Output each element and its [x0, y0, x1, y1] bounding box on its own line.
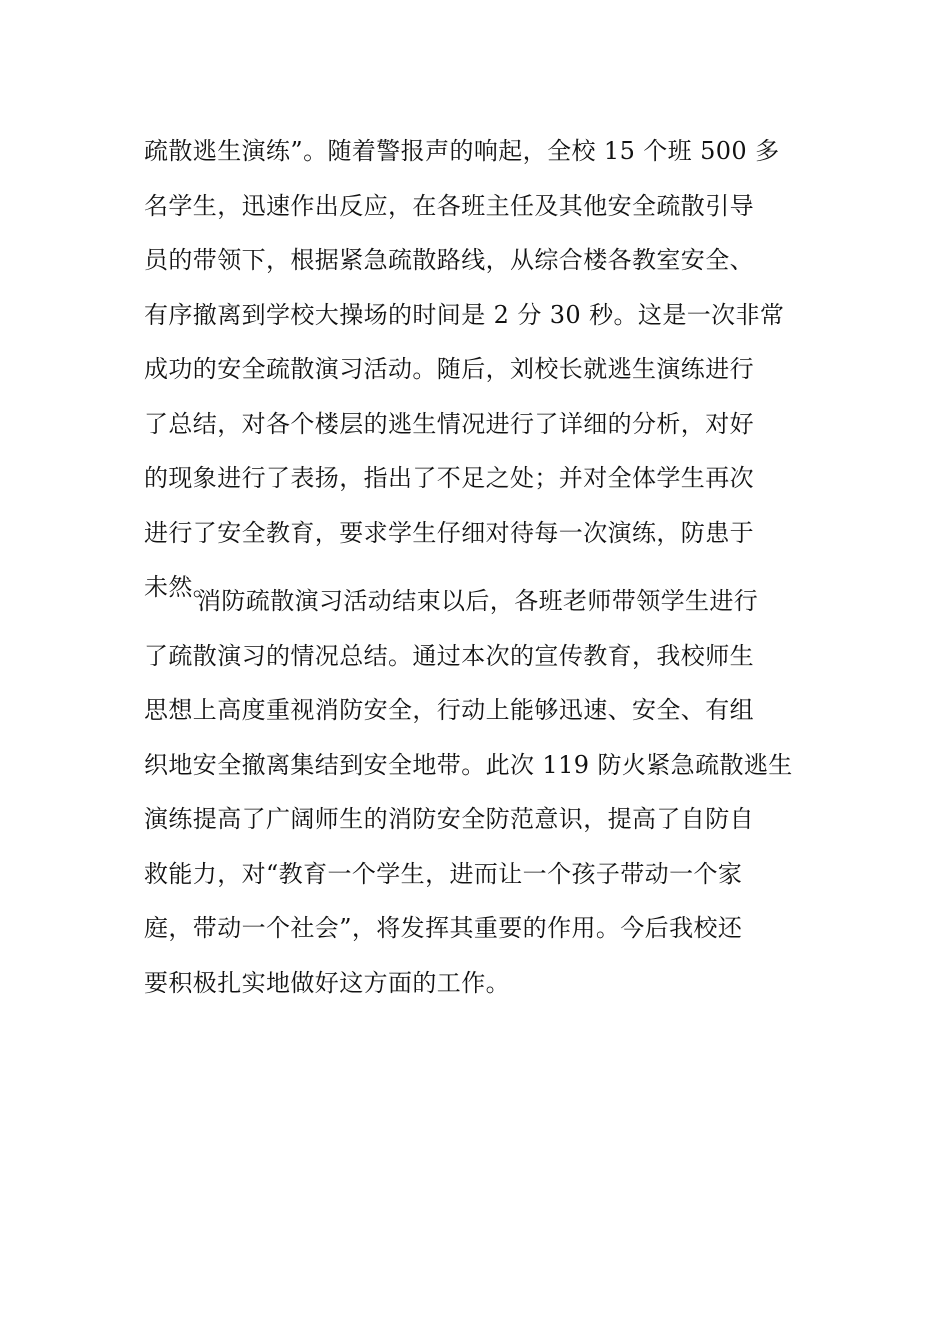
paragraph-line: 员的带领下，根据紧急疏散路线，从综合楼各教室安全、 [144, 246, 754, 274]
paragraph-line: 了总结，对各个楼层的逃生情况进行了详细的分析，对好 [144, 409, 754, 438]
paragraph-line: 思想上高度重视消防安全，行动上能够迅速、安全、有组 [144, 696, 754, 724]
paragraph-line: 名学生，迅速作出反应，在各班主任及其他安全疏散引导 [144, 191, 754, 220]
paragraph-line: 救能力，对“教育一个学生，进而让一个孩子带动一个家 [144, 859, 743, 888]
paragraph-line: 有序撤离到学校大操场的时间是 2 分 30 秒。这是一次非常 [144, 300, 785, 329]
paragraph-line: 要积极扎实地做好这方面的工作。 [144, 968, 510, 997]
paragraph-line: 进行了安全教育，要求学生仔细对待每一次演练，防患于 [144, 518, 754, 547]
paragraph-2 [144, 578, 808, 1014]
paragraph-line: 织地安全撤离集结到安全地带。此次 119 防火紧急疏散逃生 [144, 750, 793, 779]
paragraph-line: 庭，带动一个社会”，将发挥其重要的作用。今后我校还 [144, 914, 743, 942]
paragraph-first-line: 消防疏散演习活动结束以后，各班老师带领学生进行 [197, 587, 759, 615]
paragraph-line: 演练提高了广阔师生的消防安全防范意识，提高了自防自 [144, 805, 754, 833]
paragraph-line: 疏散逃生演练”。随着警报声的响起，全校 15 个班 500 多 [144, 137, 780, 165]
paragraph-1 [144, 128, 808, 619]
paragraph-line: 未然。 [144, 573, 218, 601]
paragraph-line: 成功的安全疏散演习活动。随后，刘校长就逃生演练进行 [144, 355, 754, 383]
paragraph-line: 了疏散演习的情况总结。通过本次的宣传教育，我校师生 [144, 641, 754, 670]
paragraph-line: 的现象进行了表扬，指出了不足之处；并对全体学生再次 [144, 464, 754, 492]
